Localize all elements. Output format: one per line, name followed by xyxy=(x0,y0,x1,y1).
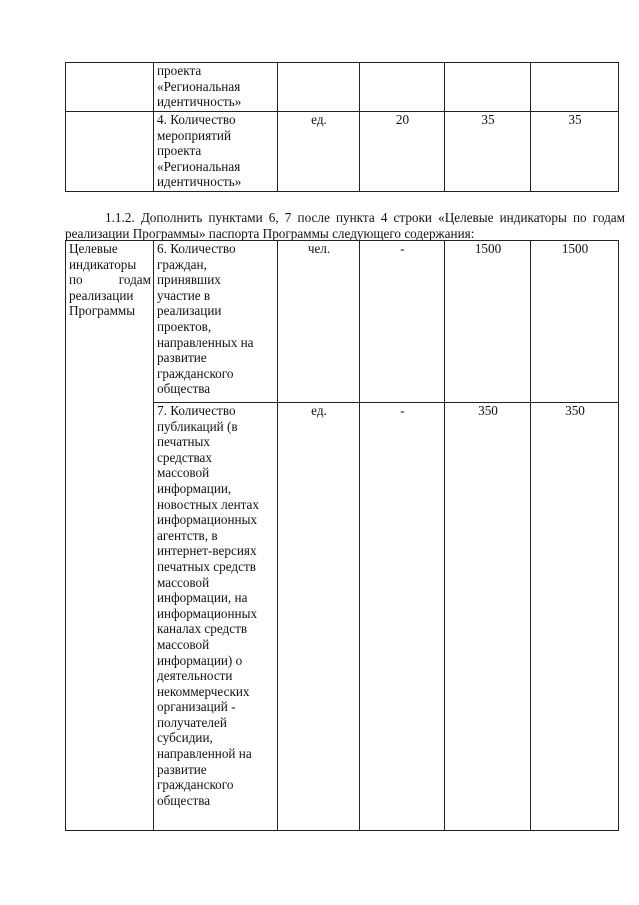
indicator-name-cell: проекта «Региональная идентичность» xyxy=(154,63,278,112)
indicator-name-cell: 6. Количество граждан, принявших участие в реализации проектов, направленных на развитие гражданского общества xyxy=(154,241,278,403)
value-cell: 20 xyxy=(360,112,445,192)
value-cell: - xyxy=(360,403,445,831)
table-cell xyxy=(66,112,154,192)
table-cell xyxy=(66,63,154,112)
value-cell: 35 xyxy=(445,112,531,192)
value-cell xyxy=(445,63,531,112)
value-cell: 350 xyxy=(445,403,531,831)
value-cell: 350 xyxy=(531,403,619,831)
table-row xyxy=(66,63,619,112)
table-row xyxy=(66,241,619,403)
value-cell: 1500 xyxy=(531,241,619,403)
indicator-name-cell: 4. Количество мероприятий проекта «Региональная идентичность» xyxy=(154,112,278,192)
value-cell xyxy=(360,63,445,112)
unit-cell xyxy=(278,63,360,112)
value-cell xyxy=(531,63,619,112)
unit-cell: чел. xyxy=(278,241,360,403)
table-row xyxy=(66,112,619,192)
bottom-table xyxy=(65,240,619,831)
value-cell: 1500 xyxy=(445,241,531,403)
unit-cell: ед. xyxy=(278,403,360,831)
unit-cell: ед. xyxy=(278,112,360,192)
amendment-paragraph: 1.1.2. Дополнить пунктами 6, 7 после пункта 4 строки «Целевые индикаторы по годам реализации Программы» паспорта Программы следующего содержания: xyxy=(65,210,625,241)
indicator-name-cell: 7. Количество публикаций (в печатных средствах массовой информации, новостных лентах информационных агентств, в интернет-версиях печатных средств массовой информации, на информационных каналах средств массовой информации) о деятельности некоммерческих организаций - получателей субсидии, направленной на развитие гражданского общества xyxy=(154,403,278,831)
top-table xyxy=(65,62,619,192)
value-cell: - xyxy=(360,241,445,403)
value-cell: 35 xyxy=(531,112,619,192)
indicator-label-cell: Целевые индикаторы по годам реализации Программы xyxy=(66,241,154,831)
